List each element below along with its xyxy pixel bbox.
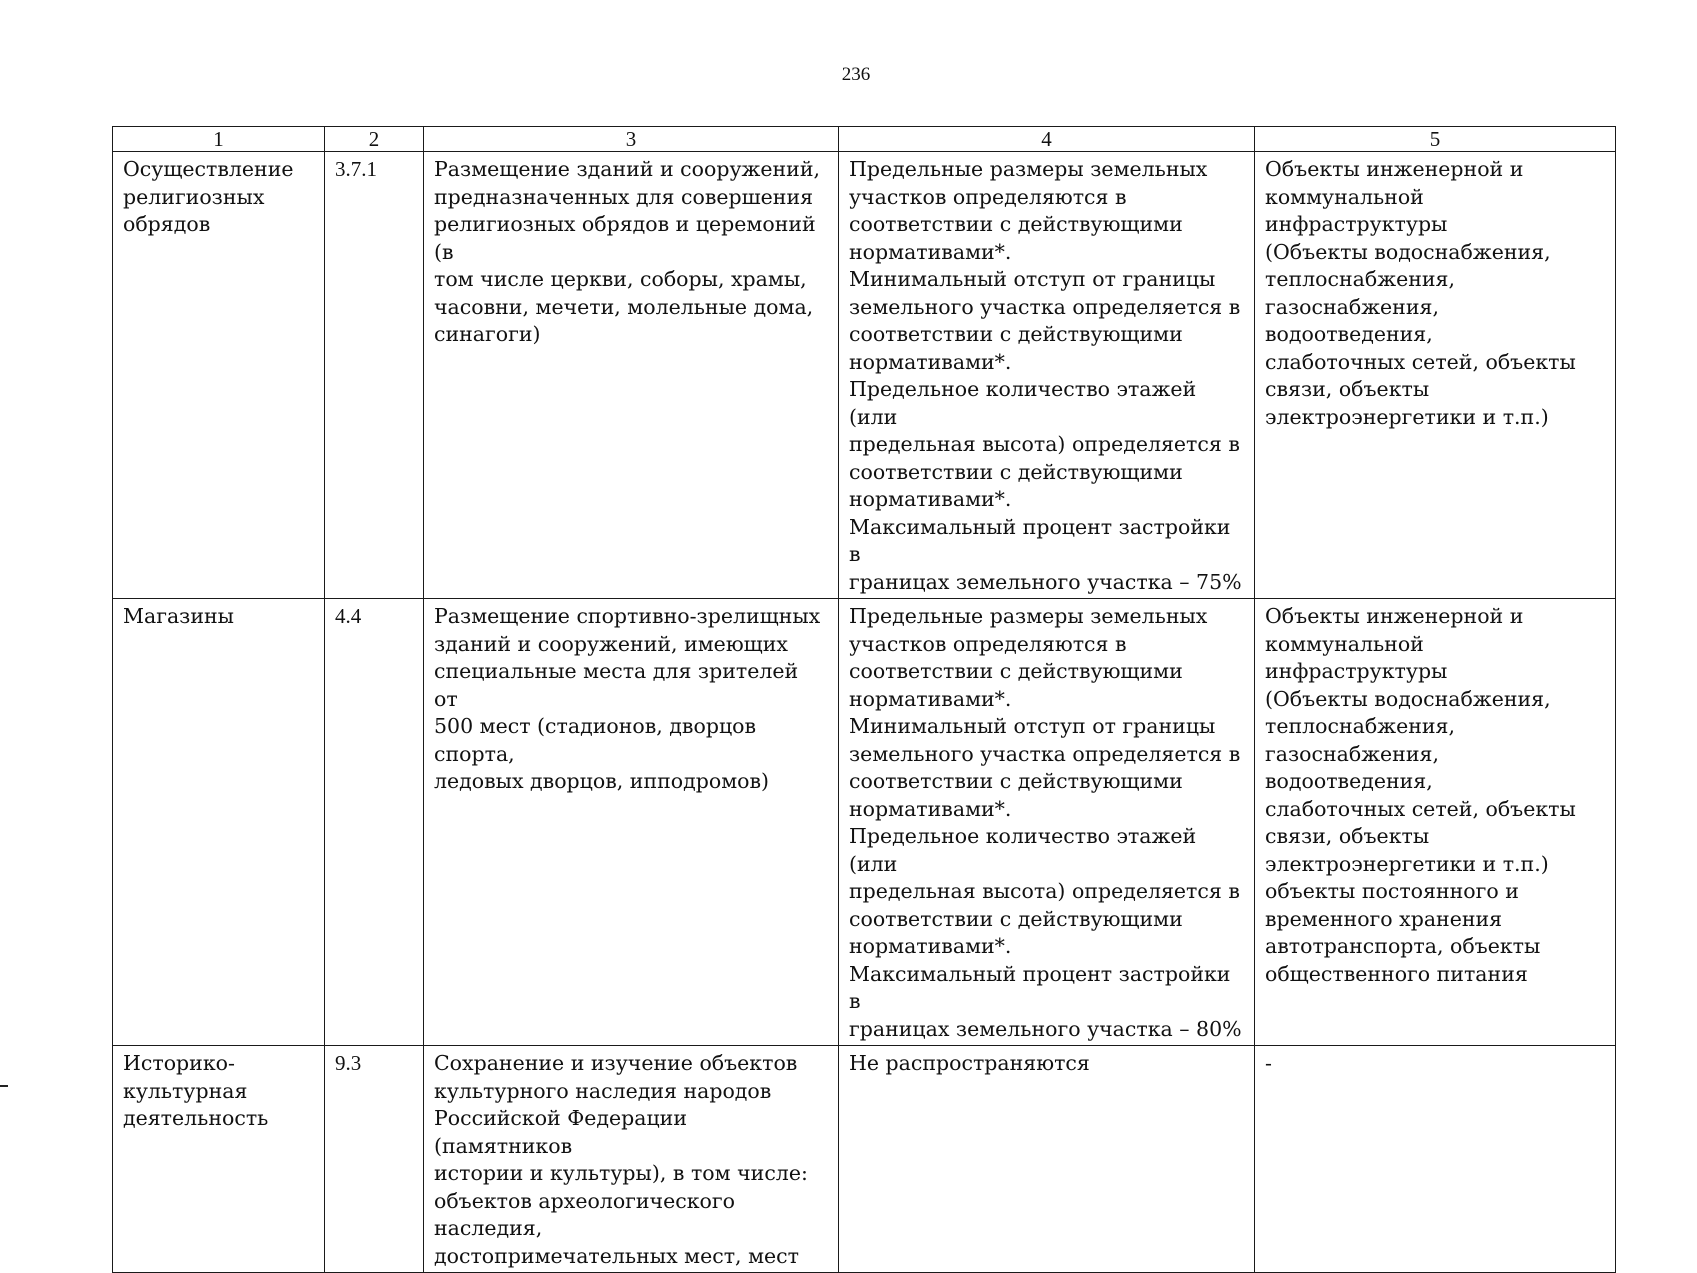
table-row xyxy=(113,1046,1616,1273)
land-use-table xyxy=(112,126,1616,1273)
building-parameters: Предельные размеры земельных участков определяются в соответствии с действующими нормативами*. Минимальный отступ от границы земельного участка определяется в соответствии с действующими нормативами*. Предельное количество этажей (или предельная высота) определяется в соответствии с действующими нормативами*. Максимальный процент застройки в границах земельного участка – 80% xyxy=(839,599,1255,1046)
use-type-code: 9.3 xyxy=(325,1046,424,1273)
column-header-1: 1 xyxy=(113,127,325,152)
column-header-3: 3 xyxy=(424,127,839,152)
table-row xyxy=(113,599,1616,1046)
use-type-name: Магазины xyxy=(113,599,325,1046)
column-header-5: 5 xyxy=(1255,127,1616,152)
page-number: 236 xyxy=(841,64,871,85)
auxiliary-uses: Объекты инженерной и коммунальной инфраструктуры (Объекты водоснабжения, теплоснабжения, газоснабжения, водоотведения, слаботочных сетей, объекты связи, объекты электроэнергетики и т.п.) xyxy=(1255,152,1616,599)
column-header-4: 4 xyxy=(839,127,1255,152)
building-parameters: Не распространяются xyxy=(839,1046,1255,1273)
table-row xyxy=(113,152,1616,599)
use-type-code: 3.7.1 xyxy=(325,152,424,599)
use-type-description: Размещение спортивно-зрелищных зданий и сооружений, имеющих специальные места для зрителей от 500 мест (стадионов, дворцов спорта, ледовых дворцов, ипподромов) xyxy=(424,599,839,1046)
use-type-description: Сохранение и изучение объектов культурного наследия народов Российской Федерации (памятников истории и культуры), в том числе: объектов археологического наследия, достопримечательных мест, мест xyxy=(424,1046,839,1273)
margin-tick-mark xyxy=(0,1085,8,1087)
use-type-name: Осуществление религиозных обрядов xyxy=(113,152,325,599)
use-type-name: Историко- культурная деятельность xyxy=(113,1046,325,1273)
table-header-row xyxy=(113,127,1616,152)
building-parameters: Предельные размеры земельных участков определяются в соответствии с действующими нормативами*. Минимальный отступ от границы земельного участка определяется в соответствии с действующими нормативами*. Предельное количество этажей (или предельная высота) определяется в соответствии с действующими нормативами*. Максимальный процент застройки в границах земельного участка – 75% xyxy=(839,152,1255,599)
use-type-code: 4.4 xyxy=(325,599,424,1046)
column-header-2: 2 xyxy=(325,127,424,152)
use-type-description: Размещение зданий и сооружений, предназначенных для совершения религиозных обрядов и церемоний (в том числе церкви, соборы, храмы, часовни, мечети, молельные дома, синагоги) xyxy=(424,152,839,599)
auxiliary-uses: Объекты инженерной и коммунальной инфраструктуры (Объекты водоснабжения, теплоснабжения, газоснабжения, водоотведения, слаботочных сетей, объекты связи, объекты электроэнергетики и т.п.) объекты постоянного и временного хранения автотранспорта, объекты общественного питания xyxy=(1255,599,1616,1046)
auxiliary-uses: - xyxy=(1255,1046,1616,1273)
